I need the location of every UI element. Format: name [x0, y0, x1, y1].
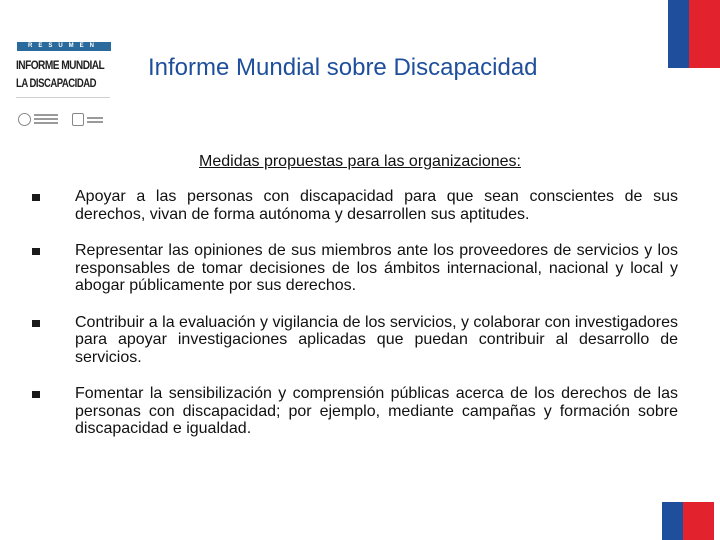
logo-title-line1: INFORME MUNDIAL	[16, 60, 105, 72]
bullet-list	[30, 188, 678, 457]
square-bullet-icon	[32, 248, 40, 255]
bullet-item	[30, 314, 678, 367]
section-subtitle: Medidas propuestas para las organizaciones:	[199, 153, 521, 170]
bullet-text: Apoyar a las personas con discapacidad para que sean conscientes de sus derechos, vivan de forma autónoma y desarrollen sus aptitudes.	[75, 188, 678, 223]
world-bank-emblem-icon	[72, 113, 84, 126]
logo-divider	[16, 97, 110, 98]
bullet-item	[30, 385, 678, 438]
square-bullet-icon	[32, 320, 40, 327]
world-bank-emblem-text	[87, 117, 103, 119]
logo-title-line2: LA DISCAPACIDAD	[16, 78, 97, 90]
who-emblem-text	[34, 114, 58, 116]
flag-blue-band	[662, 502, 683, 540]
bullet-item	[30, 188, 678, 223]
who-emblem-icon	[18, 113, 31, 126]
bullet-text: Contribuir a la evaluación y vigilancia de los servicios, y colaborar con investigadores para apoyar investigaciones aplicadas que puedan contribuir al desarrollo de servicios.	[75, 313, 678, 366]
bullet-text: Fomentar la sensibilización y comprensión públicas acerca de los derechos de las personas con discapacidad; por ejemplo, mediante campañas y formación sobre discapacidad e igualdad.	[75, 385, 678, 437]
square-bullet-icon	[32, 194, 40, 201]
logo-emblems	[18, 113, 102, 127]
bullet-item	[30, 242, 678, 295]
logo-band: RESUMEN	[17, 42, 111, 51]
bullet-text: Representar las opiniones de sus miembros ante los proveedores de servicios y los responsables de tomar decisiones de los ámbitos internacional, nacional y local y abogar públicamente por sus derechos.	[75, 242, 678, 294]
report-logo	[14, 40, 114, 132]
flag-red-band	[683, 502, 714, 540]
square-bullet-icon	[32, 391, 40, 398]
flag-strip-top	[668, 0, 720, 68]
flag-blue-band	[668, 0, 689, 68]
slide-title: Informe Mundial sobre Discapacidad	[148, 54, 538, 81]
flag-red-band	[689, 0, 720, 68]
flag-strip-bottom	[662, 502, 714, 540]
